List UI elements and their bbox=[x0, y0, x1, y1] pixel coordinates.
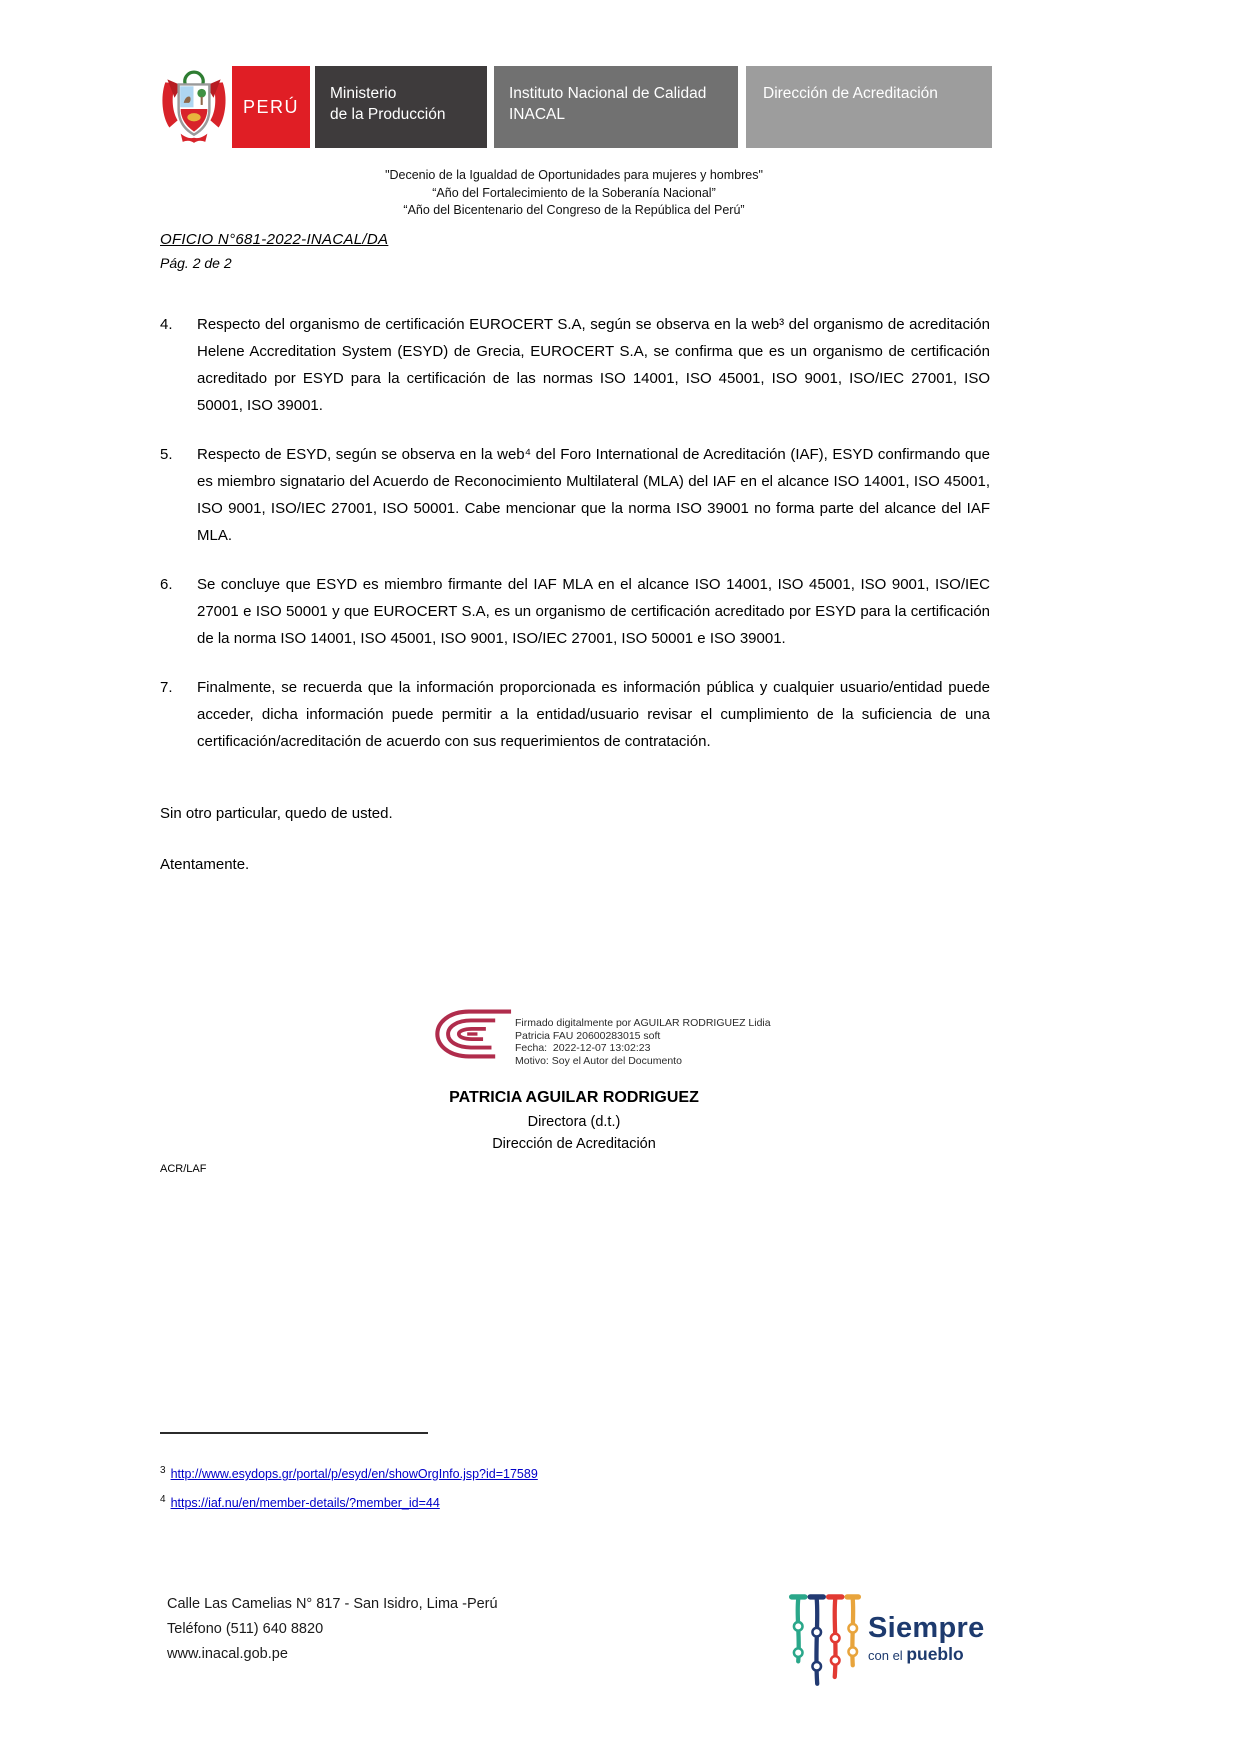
official-mottos bbox=[160, 167, 988, 220]
paragraph-number: 4. bbox=[160, 316, 173, 333]
slogan-line-2 bbox=[868, 1644, 985, 1665]
page-indicator: Pág. 2 de 2 bbox=[160, 255, 232, 271]
slogan-word-siempre: Siempre bbox=[868, 1612, 985, 1644]
signer-name: PATRICIA AGUILAR RODRIGUEZ bbox=[449, 1089, 699, 1106]
motto-line-1: "Decenio de la Igualdad de Oportunidades para mujeres y hombres" bbox=[385, 168, 763, 182]
signature-stamp-text bbox=[515, 1002, 771, 1067]
paragraph-text: Se concluye que ESYD es miembro firmante del IAF MLA en el alcance ISO 14001, ISO 45001, ISO 9001, ISO/IEC 27001 e ISO 50001 y que EUROCERT S.A, es un organismo de certificación acreditado por ESYD para la certificación de la norma ISO 14001, ISO 45001, ISO 9001, ISO/IEC 27001, ISO 50001 e ISO 39001. bbox=[197, 576, 990, 647]
paragraph-5 bbox=[160, 441, 990, 549]
paragraph-6 bbox=[160, 571, 990, 652]
government-slogan bbox=[788, 1588, 985, 1690]
digital-signature-stamp bbox=[428, 1002, 771, 1067]
stamp-line-1: Firmado digitalmente por AGUILAR RODRIGUEZ Lidia bbox=[515, 1017, 771, 1029]
institute-line2: INACAL bbox=[509, 106, 565, 123]
ministry-line2: de la Producción bbox=[330, 106, 446, 123]
header-institute-box bbox=[494, 66, 738, 148]
motto-line-3: “Año del Bicentenario del Congreso de la República del Perú” bbox=[403, 203, 745, 217]
peru-coat-of-arms-icon bbox=[158, 66, 230, 148]
digital-signature-icon bbox=[428, 1002, 512, 1066]
header-direction-box bbox=[746, 66, 992, 148]
stamp-line-2: Patricia FAU 20600283015 soft bbox=[515, 1029, 661, 1042]
slogan-word-con-el: con el bbox=[868, 1648, 907, 1663]
footnote-divider bbox=[160, 1432, 428, 1434]
stamp-line-3: Fecha: 2022-12-07 13:02:23 bbox=[515, 1042, 651, 1054]
header-ministry-box bbox=[315, 66, 487, 148]
footer-contact-block bbox=[167, 1592, 498, 1667]
paragraph-text: Respecto del organismo de certificación EUROCERT S.A, según se observa en la web³ del organismo de acreditación Helene Accreditation System (ESYD) de Grecia, EUROCERT S.A, se confirma que es un organismo de certificación acreditado por ESYD para la certificación de las normas ISO 14001, ISO 45001, ISO 9001, ISO/IEC 27001, ISO 50001, ISO 39001. bbox=[197, 316, 990, 414]
signer-title: Directora (d.t.) bbox=[527, 1114, 621, 1130]
quipu-logo-icon bbox=[788, 1588, 862, 1690]
paragraph-number: 7. bbox=[160, 679, 173, 696]
paragraph-7 bbox=[160, 674, 990, 755]
footnotes bbox=[160, 1458, 538, 1516]
paragraph-text: Finalmente, se recuerda que la información proporcionada es información pública y cualquier usuario/entidad puede acceder, dicha información puede permitir a la entidad/usuario revisar el cumplimiento de la suficiencia de una certificación/acreditación de acuerdo con sus requerimientos de contratación. bbox=[197, 679, 990, 750]
footnote-link-iaf[interactable]: https://iaf.nu/en/member-details/?member_id=44 bbox=[170, 1496, 440, 1511]
direction-label: Dirección de Acreditación bbox=[763, 85, 938, 102]
document-reference: OFICIO N°681-2022-INACAL/DA bbox=[160, 231, 389, 248]
footer-address-line: Calle Las Camelias N° 817 - San Isidro, Lima -Perú bbox=[167, 1596, 498, 1612]
motto-line-2: “Año del Fortalecimiento de la Soberanía Nacional” bbox=[432, 185, 716, 200]
footnote-marker: 4 bbox=[160, 1494, 166, 1506]
footer-website-line: www.inacal.gob.pe bbox=[167, 1646, 288, 1662]
country-label: PERÚ bbox=[242, 96, 299, 117]
slogan-word-pueblo: pueblo bbox=[906, 1644, 964, 1664]
institute-line1: Instituto Nacional de Calidad bbox=[509, 85, 707, 102]
footnote-marker: 3 bbox=[160, 1465, 166, 1476]
paragraph-number: 5. bbox=[160, 446, 173, 463]
stamp-line-4: Motivo: Soy el Autor del Documento bbox=[515, 1054, 682, 1067]
paragraph-4 bbox=[160, 311, 990, 419]
institutional-header bbox=[158, 66, 992, 148]
slogan-text bbox=[868, 1613, 985, 1665]
paragraph-number: 6. bbox=[160, 576, 173, 593]
footnote-4 bbox=[160, 1487, 538, 1516]
ministry-line1: Ministerio bbox=[330, 85, 397, 102]
footnote-3 bbox=[160, 1458, 538, 1487]
letter-body bbox=[160, 311, 990, 878]
farewell-line: Sin otro particular, quedo de usted. bbox=[160, 805, 393, 822]
signer-block bbox=[160, 1089, 988, 1152]
footer-phone-line: Teléfono (511) 640 8820 bbox=[167, 1621, 324, 1637]
footnote-link-esyd[interactable]: http://www.esydops.gr/portal/p/esyd/en/showOrgInfo.jsp?id=17589 bbox=[170, 1467, 538, 1482]
drafter-initials: ACR/LAF bbox=[160, 1163, 207, 1175]
signer-department: Dirección de Acreditación bbox=[492, 1136, 656, 1152]
salutation-line: Atentamente. bbox=[160, 856, 250, 873]
header-country-box bbox=[232, 66, 310, 148]
paragraph-text: Respecto de ESYD, según se observa en la web⁴ del Foro International de Acreditación (IAF), ESYD confirmando que es miembro signatario del Acuerdo de Reconocimiento Multilateral (MLA) del IAF en el alcance ISO 14001, ISO 45001, ISO 9001, ISO/IEC 27001, ISO 50001. Cabe mencionar que la norma ISO 39001 no forma parte del alcance del IAF MLA. bbox=[197, 446, 990, 544]
